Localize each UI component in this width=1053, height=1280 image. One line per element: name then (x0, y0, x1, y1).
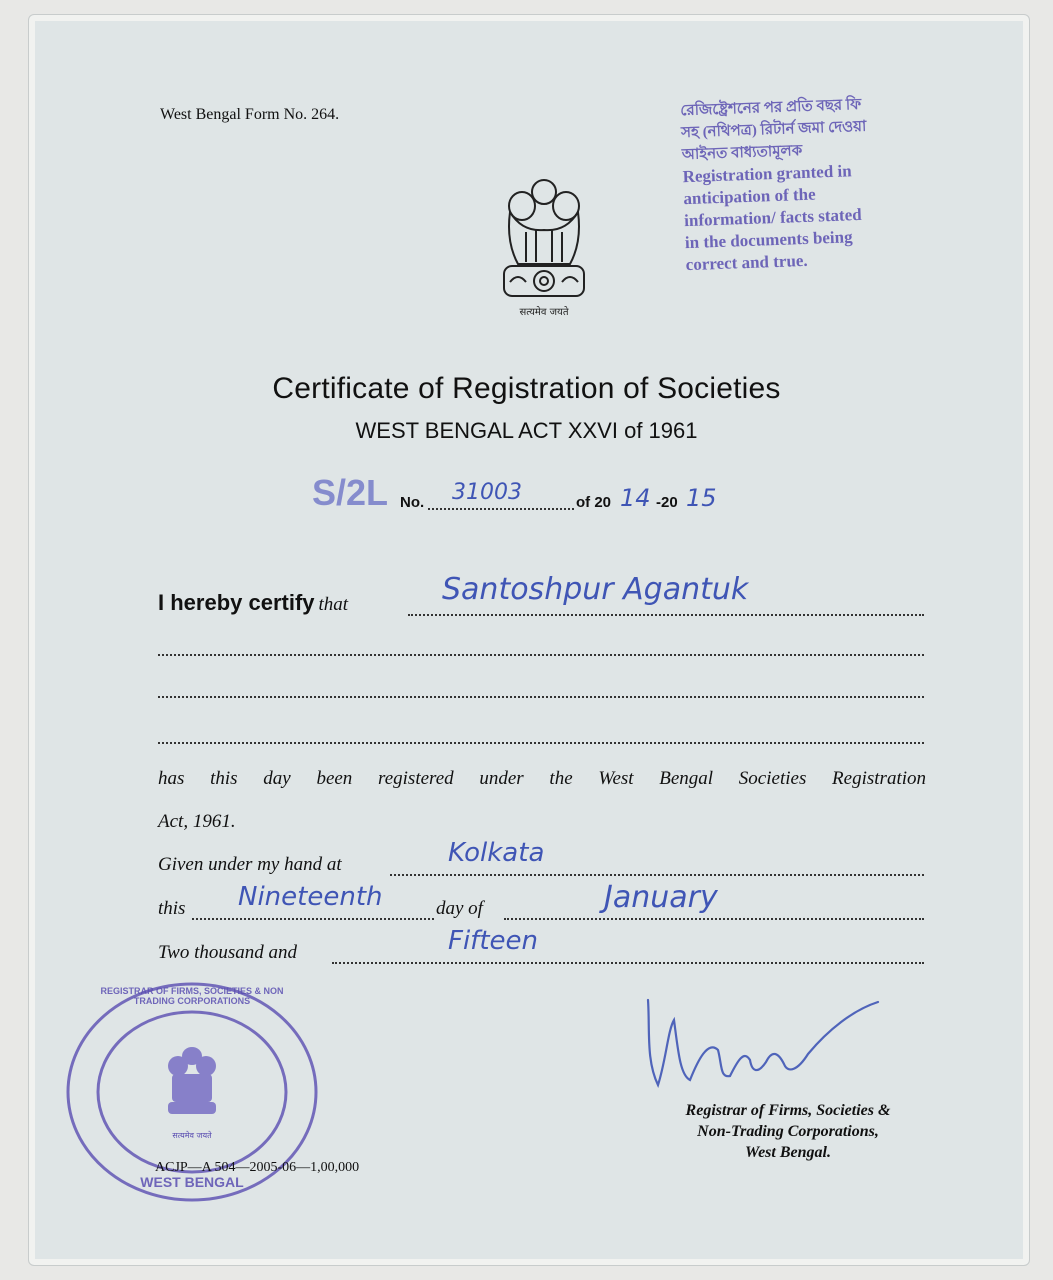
year-label: Two thousand and (158, 942, 298, 963)
form-number: West Bengal Form No. 264. (160, 106, 340, 123)
registrar-line1: Registrar of Firms, Societies & (685, 1102, 891, 1119)
given-place: Kolkata (448, 838, 545, 868)
registration-year-from: 14 (620, 484, 651, 512)
reg-of-label: of 20 (576, 494, 612, 511)
certificate-subtitle: WEST BENGAL ACT XXVI of 1961 (355, 418, 698, 443)
stamp-bengali-line1: রেজিষ্ট্রেশনের পর প্রতি বছর ফি (680, 96, 862, 120)
certify-that-text: that (318, 594, 349, 615)
society-name: Santoshpur Agantuk (442, 572, 749, 607)
certify-label (158, 590, 348, 616)
certify-bold-text: I hereby certify (158, 590, 315, 615)
print-code: ACJP—A 504—2005-06—1,00,000 (155, 1160, 360, 1175)
date-month: January (604, 880, 718, 915)
certificate-title: Certificate of Registration of Societies (272, 372, 781, 405)
registered-text: has this day been registered under the West Bengal Societies Registration (158, 768, 926, 789)
registrar-line2: Non-Trading Corporations, (697, 1123, 879, 1140)
stamp-bengali-line3: আইনত বাধ্যতামূলক (681, 143, 803, 164)
year-words: Fifteen (448, 926, 538, 956)
national-emblem-icon (496, 172, 592, 322)
registrar-title (648, 1100, 928, 1163)
seal-ring-text: REGISTRAR OF FIRMS, SOCIETIES & NON TRADING CORPORATIONS (100, 986, 284, 1006)
registrar-signature (638, 990, 888, 1100)
day-of-label: day of (436, 898, 483, 919)
stamp-english-line: anticipation of the (683, 184, 816, 209)
stamp-english-line: correct and true. (685, 250, 808, 275)
stamp-english-line: information/ facts stated (683, 204, 862, 231)
reg-no-label: No. (400, 494, 425, 511)
seal-motto: सत्यमेव जयते (172, 1131, 212, 1140)
date-day: Nineteenth (238, 882, 383, 912)
stamp-bengali-line2: সহ (নথিপত্র) রিটার্ন জমা দেওয়া (680, 118, 867, 142)
this-label: this (158, 898, 186, 919)
stamp-english-line: Registration granted in (682, 161, 852, 187)
registration-number: 31003 (452, 480, 522, 505)
given-label: Given under my hand at (158, 854, 342, 875)
seal-emblem-icon (168, 1047, 216, 1114)
registration-year-to: 15 (686, 484, 717, 512)
emblem-motto: सत्यमेव जयते (519, 307, 569, 318)
seal-bottom-text: WEST BENGAL (140, 1174, 244, 1190)
registrar-line3: West Bengal. (745, 1144, 831, 1161)
act-text: Act, 1961. (158, 811, 236, 832)
stamp-english-line: in the documents being (684, 227, 853, 253)
registration-prefix: S/2L (312, 472, 389, 513)
registration-stamp (680, 92, 926, 276)
reg-dash-label: -20 (656, 494, 678, 511)
